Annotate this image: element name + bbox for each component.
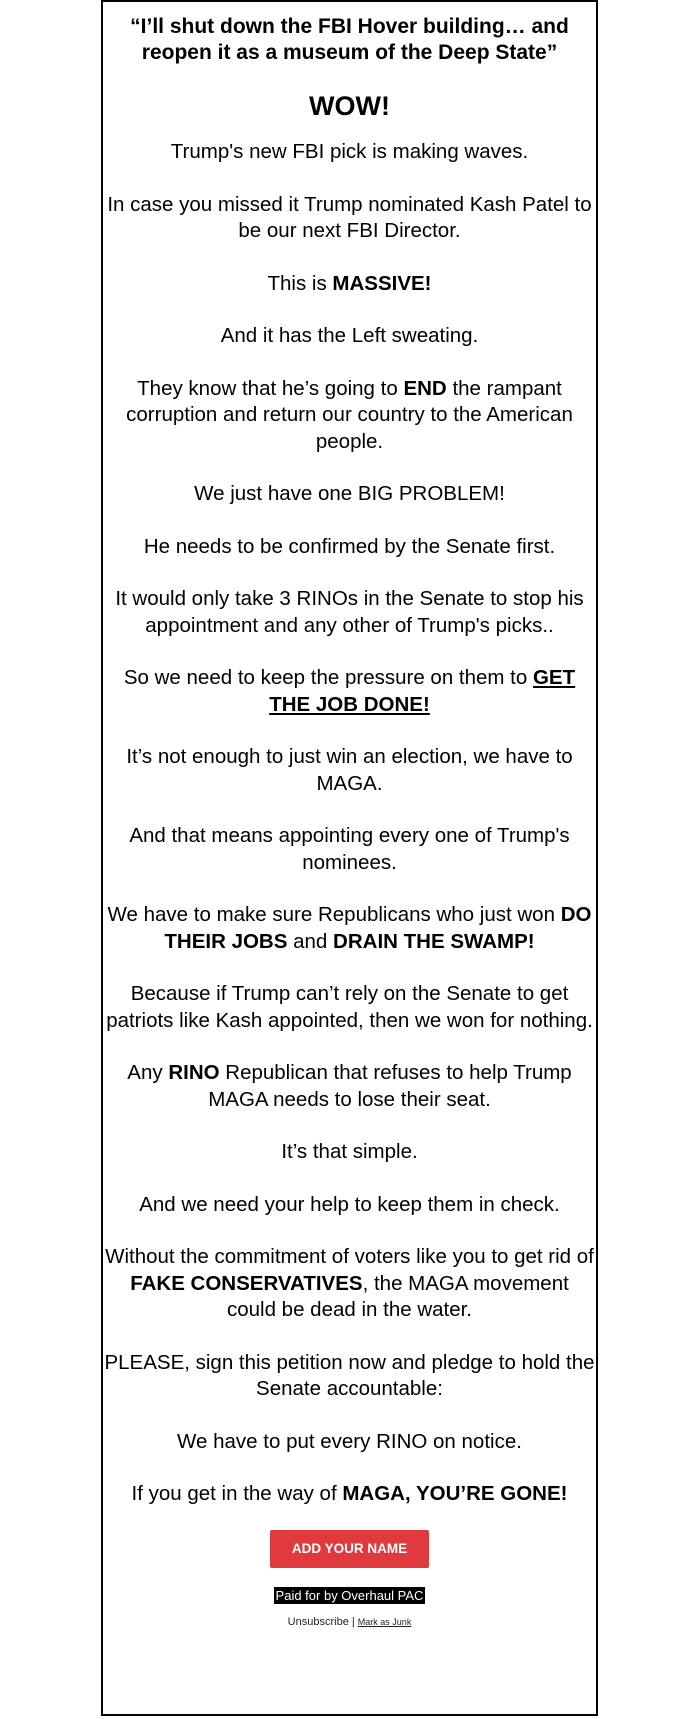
emphasis-drain-the-swamp: DRAIN THE SWAMP! [333,929,535,953]
paragraph-4: And it has the Left sweating. [220,324,479,347]
paragraph-5: They know that he’s going to END the rampant corruption and return our country to the American people. [126,376,573,453]
add-your-name-button[interactable]: ADD YOUR NAME [270,1530,429,1568]
paragraph-11: And that means appointing every one of Trump's nominees. [129,824,570,874]
wow-heading: WOW! [309,91,390,121]
emphasis-do-their-jobs: DO THEIR JOBS [164,903,592,953]
footer-separator: | [351,1615,355,1628]
paragraph-16: And we need your help to keep them in check. [139,1192,560,1216]
emphasis-rino: RINO [168,1061,220,1084]
paragraph-9: So we need to keep the pressure on them to GET THE JOB DONE! [123,666,576,716]
paragraph-18: PLEASE, sign this petition now and pledge to hold the Senate accountable: [104,1350,595,1400]
paragraph-20: If you get in the way of MAGA, YOU’RE GONE! [131,1482,568,1505]
footer-links [103,1615,596,1629]
paragraph-1: Trump's new FBI pick is making waves. [170,140,529,163]
paragraph-10: It’s not enough to just win an election, we have to MAGA. [126,745,573,795]
emphasis-maga-youre-gone: MAGA, YOU’RE GONE! [342,1482,568,1505]
paragraph-15: It’s that simple. [281,1140,418,1163]
paragraph-7: He needs to be confirmed by the Senate first. [143,534,556,558]
mark-as-junk-link[interactable]: Mark as Junk [357,1616,412,1627]
paragraph-6: We just have one BIG PROBLEM! [194,482,505,505]
paragraph-8: It would only take 3 RINOs in the Senate to stop his appointment and any other of Trump's picks.. [115,587,584,637]
unsubscribe-link[interactable]: Unsubscribe [287,1615,349,1628]
paragraph-14: Any RINO Republican that refuses to help Trump MAGA needs to lose their seat. [127,1061,572,1111]
paragraph-3: This is MASSIVE! [267,271,432,295]
emphasis-end: END [403,376,447,400]
headline-quote: “I’ll shut down the FBI Hover building… and reopen it as a museum of the Deep State” [130,15,569,64]
emphasis-massive: MASSIVE! [332,271,432,295]
paragraph-2: In case you missed it Trump nominated Kash Patel to be our next FBI Director. [107,192,592,242]
paragraph-19: We have to put every RINO on notice. [177,1429,522,1453]
email-body [103,14,596,1629]
paid-for-disclaimer: Paid for by Overhaul PAC [275,1587,424,1603]
paragraph-17: Without the commitment of voters like you to get rid of FAKE CONSERVATIVES, the MAGA movement could be dead in the water. [105,1245,594,1321]
paragraph-13: Because if Trump can’t rely on the Senate to get patriots like Kash appointed, then we won for nothing. [106,982,593,1032]
paragraph-12: We have to make sure Republicans who just won DO THEIR JOBS and DRAIN THE SWAMP! [107,903,592,953]
get-the-job-done-link[interactable]: GET THE JOB DONE! [269,666,576,716]
emphasis-fake-conservatives: FAKE CONSERVATIVES [130,1271,363,1295]
